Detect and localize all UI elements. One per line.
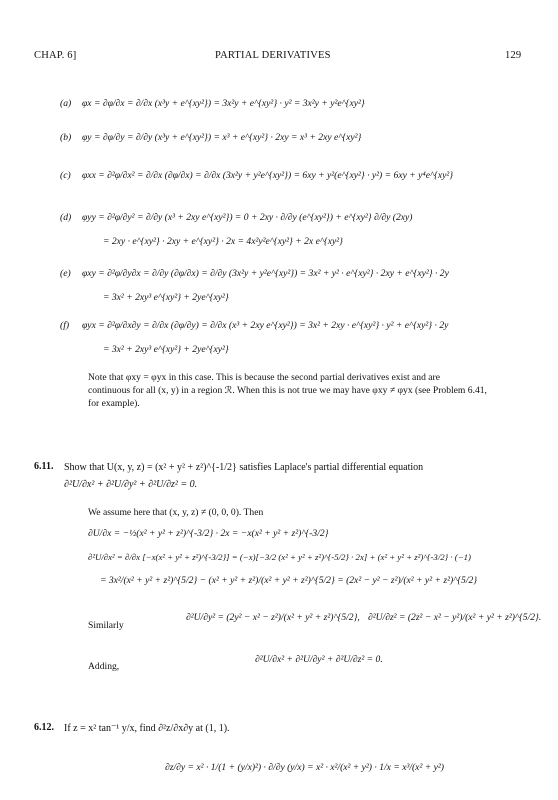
equation-e-continued: = 3x² + 2xy³ e^{xy²} + 2ye^{xy²} <box>103 292 229 303</box>
note-line-1: Note that φxy = φyx in this case. This is because the second partial derivatives exist and are <box>88 372 440 383</box>
laplace-sum: ∂²U/∂x² + ∂²U/∂y² + ∂²U/∂z² = 0. <box>255 654 383 665</box>
problem-number-6-11: 6.11. <box>34 461 54 472</box>
problem-number-6-12: 6.12. <box>34 722 54 733</box>
first-derivative-x: ∂U/∂x = −½(x² + y² + z²)^{-3/2} · 2x = −x(x² + y² + z²)^{-3/2} <box>88 528 329 539</box>
equation-d-continued: = 2xy · e^{xy²} · 2xy + e^{xy²} · 2x = 4x²y²e^{xy²} + 2x e^{xy²} <box>103 236 343 247</box>
equation-d: (d) φyy = ∂²φ/∂y² = ∂/∂y (x³ + 2xy e^{xy²}) = 0 + 2xy · ∂/∂y (e^{xy²}) + e^{xy²} ∂/∂y (2xy) <box>60 212 413 223</box>
equation-b: (b) φy = ∂φ/∂y = ∂/∂y (x³y + e^{xy²}) = x³ + e^{xy²} · 2xy = x³ + 2xy e^{xy²} <box>60 132 362 143</box>
problem-6-11-statement: Show that U(x, y, z) = (x² + y² + z²)^{-1/2} satisfies Laplace's partial differential equation <box>64 462 424 473</box>
equation-f-continued: = 3x² + 2xy³ e^{xy²} + 2ye^{xy²} <box>103 344 229 355</box>
note-line-3: for example). <box>88 398 140 409</box>
equation-e: (e) φxy = ∂²φ/∂y∂x = ∂/∂y (∂φ/∂x) = ∂/∂y (3x²y + y²e^{xy²}) = 3x² + y² · e^{xy²} · 2xy + e^{xy²} · 2y <box>60 268 449 279</box>
page-number: 129 <box>505 50 522 61</box>
note-line-2: continuous for all (x, y) in a region ℛ. When this is not true we may have φxy ≠ φyx (see Problem 6.41, <box>88 385 487 396</box>
running-title: PARTIAL DERIVATIVES <box>215 50 331 61</box>
chapter-label: CHAP. 6] <box>34 50 77 61</box>
equation-c: (c) φxx = ∂²φ/∂x² = ∂/∂x (∂φ/∂x) = ∂/∂x (3x²y + y²e^{xy²}) = 6xy + y²(e^{xy²} · y²) = 6xy + y⁴e^{xy²} <box>60 170 454 181</box>
partial-z-partial-y: ∂z/∂y = x² · 1/(1 + (y/x)²) · ∂/∂y (y/x) = x² · x²/(x² + y²) · 1/x = x³/(x² + y²) <box>165 762 444 773</box>
second-derivative-z: ∂²U/∂z² = (2z² − x² − y²)/(x² + y² + z²)^{5/2}. <box>368 612 542 623</box>
second-derivative-x-simplified: = 3x²/(x² + y² + z²)^{5/2} − (x² + y² + z²)/(x² + y² + z²)^{5/2} = (2x² − y² − z²)/(x² + y² + z²)^{5/2} <box>100 575 478 586</box>
adding-label: Adding, <box>88 661 120 672</box>
second-derivative-x: ∂²U/∂x² = ∂/∂x [−x(x² + y² + z²)^{-3/2}] = (−x)[−3/2 (x² + y² + z²)^{-5/2} · 2x] + (x² + y² + z²)^{-3/2} · (−1) <box>88 552 471 562</box>
similarly-label: Similarly <box>88 620 124 631</box>
second-derivative-y: ∂²U/∂y² = (2y² − x² − z²)/(x² + y² + z²)^{5/2}, <box>186 612 360 623</box>
problem-6-12-statement: If z = x² tan⁻¹ y/x, find ∂²z/∂x∂y at (1, 1). <box>64 723 230 734</box>
laplace-equation: ∂²U/∂x² + ∂²U/∂y² + ∂²U/∂z² = 0. <box>64 479 198 490</box>
equation-a: (a) φx = ∂φ/∂x = ∂/∂x (x³y + e^{xy²}) = 3x²y + e^{xy²} · y² = 3x²y + y²e^{xy²} <box>60 98 365 109</box>
assumption-line: We assume here that (x, y, z) ≠ (0, 0, 0). Then <box>88 507 264 518</box>
equation-f: (f) φyx = ∂²φ/∂x∂y = ∂/∂x (∂φ/∂y) = ∂/∂x (x³ + 2xy e^{xy²}) = 3x² + 2xy · e^{xy²} · y² + e^{xy²} · 2y <box>60 320 449 331</box>
